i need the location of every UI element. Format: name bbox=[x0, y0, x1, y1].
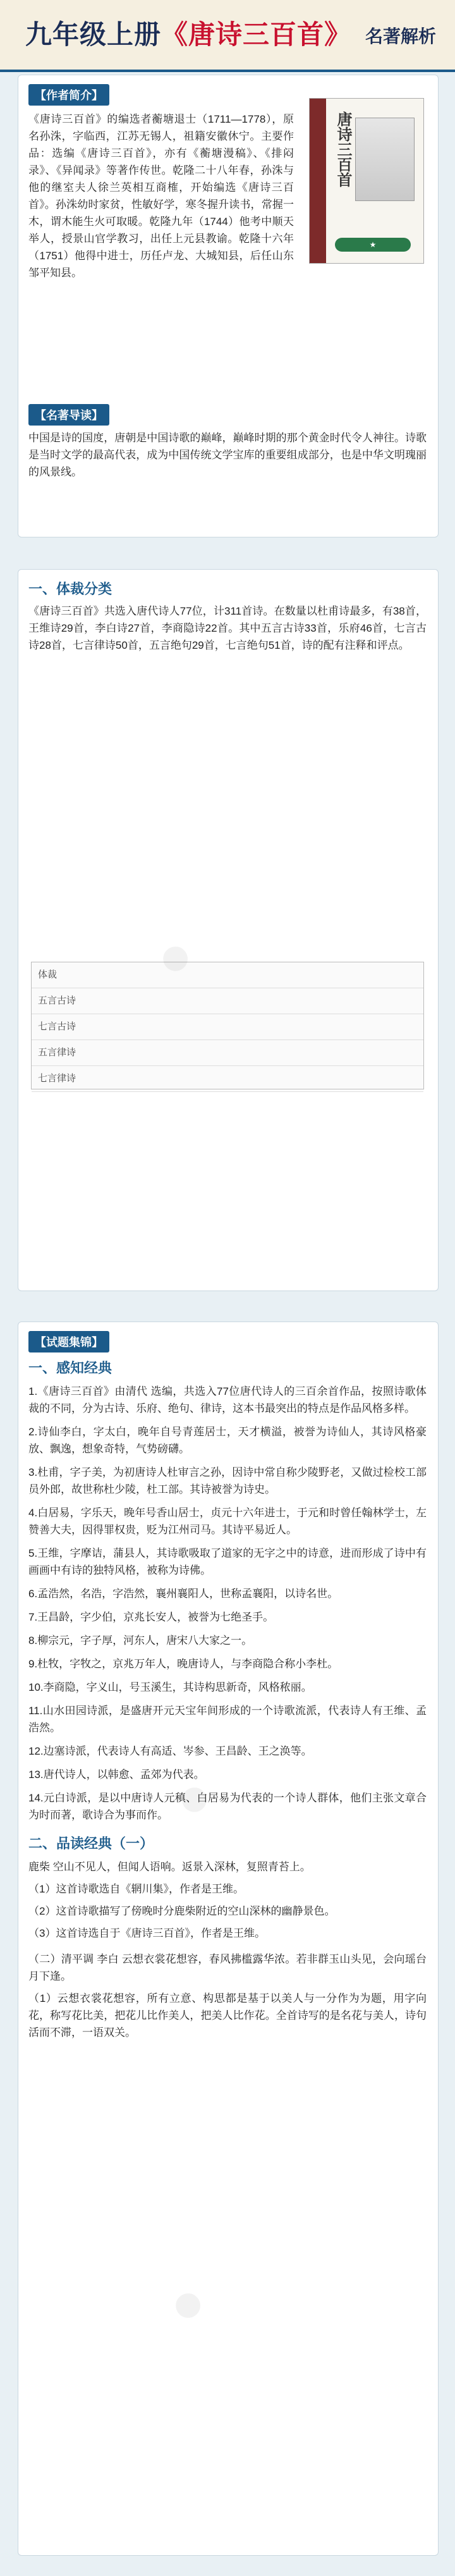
exercise-subheading: 一、感知经典 bbox=[28, 1360, 112, 1376]
question-item: 6.孟浩然，名浩，字浩然，襄州襄阳人，世称孟襄阳，以诗名世。 bbox=[28, 1588, 339, 1600]
book-spine bbox=[310, 99, 326, 263]
table-row: 五言古诗 bbox=[32, 988, 423, 1014]
question-item: 5.王维，字摩诘，蒲县人，其诗歌吸取了道家的无字之中的诗意，进而形成了诗中有画画中有诗的独特风格，被称为诗佛。 bbox=[28, 1547, 427, 1576]
exercise-label bbox=[28, 1331, 109, 1352]
question-item: 8.柳宗元，字子厚，河东人，唐宋八大家之一。 bbox=[28, 1635, 253, 1647]
question-item: 11.山水田园诗派，是盛唐开元天宝年间形成的一个诗歌流派，代表诗人有王维、孟浩然。 bbox=[28, 1705, 427, 1734]
question-item: 1.《唐诗三百首》由清代 选编，共选入77位唐代诗人的三百余首作品，按照诗歌体裁的不同，分为古诗、乐府、绝句、律诗，这本书最突出的特点是作品风格多样。 bbox=[28, 1385, 427, 1414]
header bbox=[0, 0, 455, 72]
genre-section bbox=[18, 569, 439, 1291]
poem-item: （1）云想衣裳花想容，所有立意、构思都是基于以美人与一分作为为题，用字向花，称写花比美，把花儿比作美人，把美人比作花。全首诗写的是名花与美人，诗句活而不滞，一语双关。 bbox=[28, 1992, 427, 2039]
guide-text: 中国是诗的国度，唐朝是中国诗歌的巅峰，巅峰时期的那个黄金时代令人神往。诗歌是当时文学的最高代表，成为中国传统文学宝库的重要组成部分，也是中华文明瑰丽的风景线。 bbox=[28, 432, 427, 478]
title-book: 《唐诗三百首》 bbox=[161, 19, 352, 50]
question-item: 4.白居易，字乐天，晚年号香山居士，贞元十六年进士，于元和时曾任翰林学士，左赞善大夫，因得罪权贵，贬为江州司马。其诗平易近人。 bbox=[28, 1507, 427, 1536]
question-item: 12.边塞诗派，代表诗人有高适、岑参、王昌龄、王之涣等。 bbox=[28, 1745, 312, 1757]
question-item: 10.李商隐，字义山，号玉溪生，其诗构思新奇，风格秾丽。 bbox=[28, 1681, 312, 1693]
poem-item: （二）清平调 李白 云想衣裳花想容，春风拂槛露华浓。若非群玉山头见，会向瑶台月下逢。 bbox=[28, 1953, 427, 1982]
book-title: 唐诗三百首 bbox=[334, 111, 353, 187]
poem-item: （3）这首诗选自于《唐诗三百首》，作者是王维。 bbox=[28, 1927, 265, 1939]
poem-item: 鹿柴 空山不见人，但闻人语响。返景入深林，复照青苔上。 bbox=[28, 1861, 311, 1873]
genre-table bbox=[31, 962, 424, 1089]
exercise-section bbox=[18, 1322, 439, 2556]
book-cover bbox=[309, 98, 424, 264]
poem-item: （1）这首诗歌选自《辋川集》，作者是王维。 bbox=[28, 1883, 244, 1895]
cover-illustration bbox=[355, 118, 415, 201]
table-row: 五言律诗 bbox=[32, 1040, 423, 1066]
exercise-list bbox=[28, 1383, 427, 2041]
question-item: 2.诗仙李白，字太白，晚年自号青莲居士，天才横溢，被誉为诗仙人，其诗风格豪放、飘逸，想象奇特，气势磅礴。 bbox=[28, 1426, 427, 1455]
question-item: 9.杜牧，字牧之，京兆万年人，晚唐诗人，与李商隐合称小李杜。 bbox=[28, 1658, 339, 1670]
question-item: 3.杜甫，字子美，为初唐诗人杜审言之孙，因诗中常自称少陵野老，又做过检校工部员外郎，故世称杜少陵，杜工部。其诗被誉为诗史。 bbox=[28, 1466, 427, 1495]
author-text: 《唐诗三百首》的编选者蘅塘退士（1711—1778），原名孙洙，字临西，江苏无锡人，祖籍安徽休宁。主要作品：选编《唐诗三百首》，亦有《蘅塘漫稿》、《排闷录》、《异闻录》等著作传世。乾隆二十八年春，孙洙与他的继室夫人徐兰英相互商榷，开始编选《唐诗三百首》。孙洙幼时家贫，性敏好学，寒冬握升读书，常握一木，谓木能生火可取暖。乾隆九年（1744）他考中顺天举人，授景山官学教习，出任上元县教谕。乾隆十六年（1751）他得中进士，历任卢龙、大城知县，后任山东邹平知县。 bbox=[28, 113, 294, 279]
table-row: 七言律诗 bbox=[32, 1066, 423, 1092]
guide-label-text: 【名著导读】 bbox=[28, 404, 109, 426]
exercise-label-text: 【试题集锦】 bbox=[28, 1331, 109, 1352]
title-prefix: 九年级上册 bbox=[25, 19, 162, 50]
title-tag: 名著解析 bbox=[365, 27, 436, 46]
appreciation-heading: 二、品读经典（一） bbox=[28, 1836, 154, 1851]
guide-label bbox=[28, 404, 109, 426]
question-item: 13.唐代诗人，以韩愈、孟郊为代表。 bbox=[28, 1769, 205, 1781]
genre-text: 《唐诗三百首》共选入唐代诗人77位，计311首诗。在数量以杜甫诗最多，有38首，王维诗29首，李白诗27首，李商隐诗22首。其中五言古诗33首，乐府46首，七言古诗28首，七言律诗50首，五言绝句29首，七言绝句51首，诗的配有注释和评点。 bbox=[28, 605, 427, 651]
page-title bbox=[25, 14, 351, 52]
table-row: 体裁 bbox=[32, 962, 423, 988]
author-label-text: 【作者简介】 bbox=[28, 84, 109, 106]
table-row: 七言古诗 bbox=[32, 1014, 423, 1040]
question-item: 14.元白诗派，是以中唐诗人元稹、白居易为代表的一个诗人群体，他们主张文章合为时而著，歌诗合为事而作。 bbox=[28, 1792, 427, 1821]
question-item: 7.王昌龄，字少伯，京兆长安人，被誉为七绝圣手。 bbox=[28, 1611, 274, 1623]
cover-badge: ★ bbox=[335, 238, 411, 252]
watermark: ● bbox=[160, 2267, 214, 2339]
watermark: ● bbox=[147, 920, 202, 992]
watermark: ● bbox=[166, 1761, 221, 1833]
author-label bbox=[28, 84, 109, 106]
genre-heading: 一、体裁分类 bbox=[28, 581, 112, 597]
poem-item: （2）这首诗歌描写了傍晚时分鹿柴附近的空山深林的幽静景色。 bbox=[28, 1905, 336, 1917]
author-section bbox=[18, 75, 439, 537]
